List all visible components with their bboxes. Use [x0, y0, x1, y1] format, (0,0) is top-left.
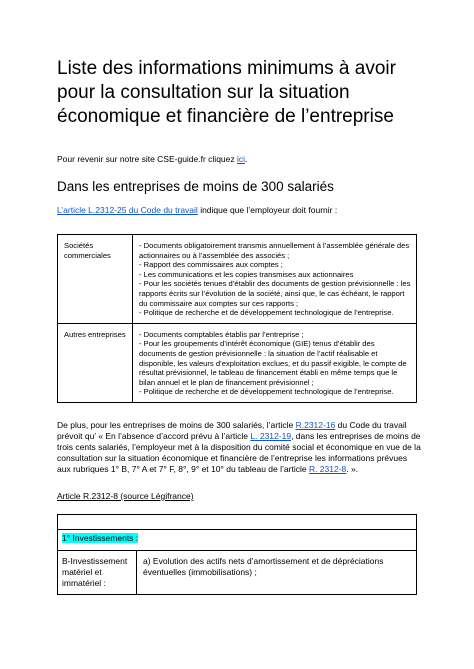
- rubric-table: [57, 514, 417, 595]
- table-row: [58, 235, 417, 324]
- article-r2312-16-link[interactable]: R.2312-16: [295, 420, 336, 430]
- legifrance-article-link[interactable]: Article R.2312-8 (source Légifrance): [57, 491, 194, 501]
- back-to-site-link[interactable]: ici: [237, 154, 246, 164]
- lead-text: indique que l’employeur doit fournir :: [197, 205, 338, 215]
- row-label: B-Investissement matériel et immatériel :: [58, 551, 137, 595]
- table-row: [58, 551, 417, 595]
- paragraph-text: De plus, pour les entreprises de moins de 300 salariés, l’article: [57, 420, 296, 430]
- intro-after: .: [245, 154, 248, 164]
- table-row: [58, 323, 417, 402]
- article-r2312-8-link[interactable]: R. 2312-8: [308, 464, 347, 474]
- article-l2312-25-link[interactable]: L’article L.2312-25 du Code du travail: [57, 205, 198, 215]
- list-item: - Pour les sociétés tenues d’établir des documents de gestion prévisionnelle : les rapports écrits sur l’évolution de la société, ainsi que, le cas échéant, le rapport du commissaire aux comptes sur ces rapports ;: [139, 279, 411, 308]
- list-item: - Pour les groupements d’intérêt économique (GIE) tenus d’établir des documents de gestion prévisionnelle : la situation de l’actif réalisable et disponible, les valeurs d’exploitation exclues, et du passif exigible, le compte de résultat prévisionnel, le tableau de financement établi en même temps que le bilan annuel et le plan de financement prévisionnel ;: [139, 339, 407, 387]
- body-paragraph: [57, 420, 422, 475]
- table-row: [58, 530, 417, 551]
- row-label: Sociétés commerciales: [58, 235, 133, 324]
- lead-line: [57, 205, 337, 216]
- article-reference: [57, 491, 194, 502]
- row-content: [133, 323, 417, 402]
- article-l2312-19-link[interactable]: L. 2312-19: [250, 431, 292, 441]
- list-item: - Rapport des commissaires aux comptes ;: [139, 260, 283, 270]
- intro-line: [57, 154, 247, 165]
- section-heading: Dans les entreprises de moins de 300 salariés: [57, 179, 334, 194]
- table-row: [58, 515, 417, 530]
- row-content: a) Evolution des actifs nets d’amortissement et de dépréciations éventuelles (immobilisations) ;: [137, 551, 417, 595]
- row-label: Autres entreprises: [58, 323, 133, 402]
- document-title: Liste des informations minimums à avoir pour la consultation sur la situation économique et financière de l’entreprise: [57, 58, 396, 127]
- list-item: - Documents obligatoirement transmis annuellement à l’assemblée générale des actionnaires ou à l’assemblée des associés ;: [139, 241, 410, 260]
- row-content: [133, 235, 417, 324]
- paragraph-text: . ».: [346, 464, 359, 474]
- section-cell: [58, 530, 417, 551]
- investments-heading: 1° Investissements :: [62, 533, 139, 543]
- list-item: - Politique de recherche et de développement technologique de l’entreprise.: [139, 308, 394, 318]
- list-item: - Les communications et les copies transmises aux actionnaires: [139, 269, 354, 279]
- information-table: [57, 234, 417, 403]
- paragraph-text: , dans les entreprises de moins de trois cents salariés, l’employeur met à la disposition du comité social et économique en vue de la consultation sur la situation économique et financière de l’entreprise les informations prévues aux rubriques 1° B, 7° A et 7° F, 8°, 9° et 10° du tableau de l’article: [57, 431, 421, 474]
- intro-text: Pour revenir sur notre site CSE-guide.fr cliquez: [57, 154, 237, 164]
- paragraph-text: du Code du travail prévoit qu’ « En l’absence d’accord prévu à l’article: [57, 420, 407, 441]
- list-item: - Documents comptables établis par l’entreprise ;: [139, 329, 304, 339]
- empty-cell: [58, 515, 417, 530]
- list-item: - Politique de recherche et de développement technologique de l’entreprise.: [139, 387, 394, 397]
